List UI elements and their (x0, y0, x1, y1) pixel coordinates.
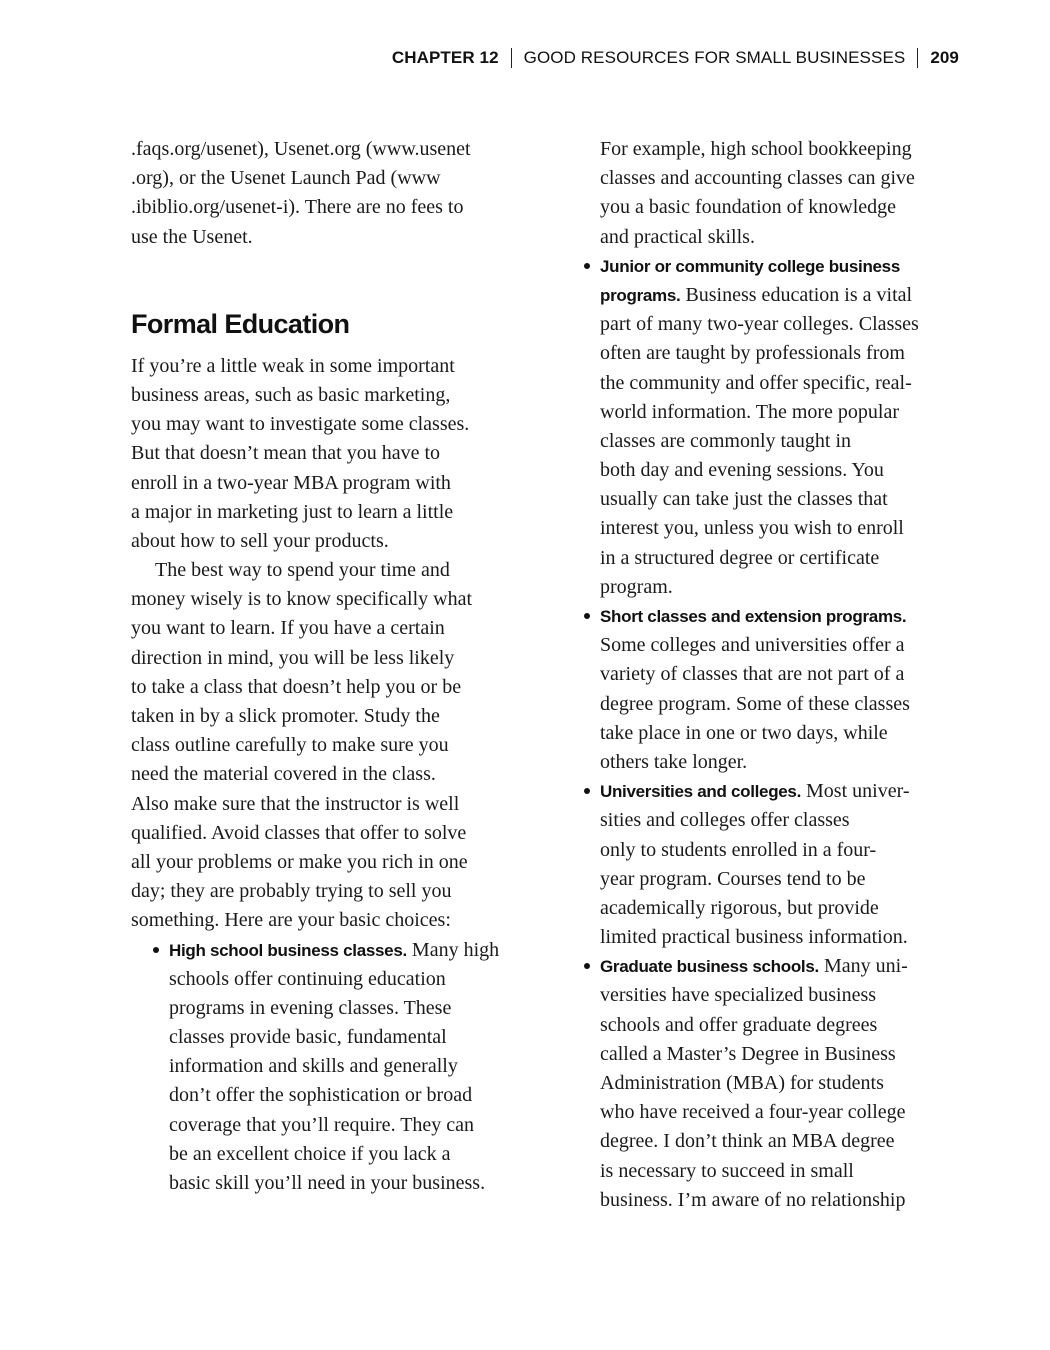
bullet-lead: Graduate business schools. (600, 957, 819, 977)
intro-paragraph (131, 135, 526, 252)
text-line: variety of classes that are not part of a (600, 663, 905, 686)
text-line (600, 281, 960, 310)
chapter-label: CHAPTER 12 (391, 48, 499, 67)
section-heading: Formal Education (131, 308, 350, 339)
text-line: who have received a four-year college (600, 1101, 906, 1124)
text-line: don’t offer the sophistication or broad (169, 1084, 473, 1107)
bullet-icon (584, 963, 590, 969)
text-line: basic skill you’ll need in your business. (169, 1172, 486, 1194)
bullet-icon (584, 263, 590, 269)
text-line: business areas, such as basic marketing, (131, 383, 451, 406)
text-line: money wisely is to know specifically what (131, 588, 473, 611)
text-line: information and skills and generally (169, 1055, 458, 1078)
text-line: to take a class that doesn’t help you or be (131, 675, 462, 698)
text-line: academically rigorous, but provide (600, 896, 879, 919)
text-line: you a basic foundation of knowledge (600, 196, 897, 219)
text-line: all your problems or make you rich in one (131, 850, 468, 873)
continuation-paragraph (600, 135, 960, 252)
text-line: year program. Courses tend to be (600, 867, 866, 890)
text-line: enroll in a two-year MBA program with (131, 471, 451, 494)
bullet-text: Many uni- (818, 955, 908, 978)
text-line: interest you, unless you wish to enroll (600, 517, 904, 540)
paragraph-2 (131, 556, 526, 935)
text-line (600, 777, 960, 806)
text-line: Some colleges and universities offer a (600, 634, 905, 657)
text-line: Also make sure that the instructor is well (131, 792, 460, 815)
text-line: program. (600, 575, 673, 598)
text-line: use the Usenet. (131, 225, 253, 248)
text-line (169, 936, 526, 965)
text-line: business. I’m aware of no relationship (600, 1188, 906, 1211)
text-line: qualified. Avoid classes that offer to solve (131, 821, 467, 844)
text-line: If you’re a little weak in some important (131, 354, 455, 377)
paragraph-1 (131, 352, 526, 556)
text-line: the community and offer specific, real- (600, 371, 912, 394)
text-line: classes are commonly taught in (600, 429, 852, 452)
text-line: be an excellent choice if you lack a (169, 1142, 451, 1165)
text-line: something. Here are your basic choices: (131, 909, 451, 932)
text-line: taken in by a slick promoter. Study the (131, 705, 440, 727)
text-line: coverage that you’ll require. They can (169, 1113, 475, 1136)
text-line: a major in marketing just to learn a little (131, 500, 454, 523)
text-line: need the material covered in the class. (131, 763, 436, 786)
text-line: versities have specialized business (600, 984, 877, 1007)
header-divider (917, 48, 918, 68)
text-line: called a Master’s Degree in Business (600, 1042, 896, 1065)
text-line: and practical skills. (600, 225, 755, 248)
text-line: For example, high school bookkeeping (600, 138, 912, 160)
bullet-lead: Short classes and extension programs. (600, 607, 907, 626)
bullet-high-school-classes (169, 936, 526, 1199)
text-line: But that doesn’t mean that you have to (131, 442, 441, 465)
text-line: part of many two-year colleges. Classes (600, 313, 919, 336)
text-line: day; they are probably trying to sell you (131, 880, 452, 903)
text-line: others take longer. (600, 750, 748, 773)
text-line: Administration (MBA) for students (600, 1072, 884, 1094)
text-line: .org), or the Usenet Launch Pad (www (131, 167, 441, 190)
left-column (131, 135, 526, 1198)
chapter-title: GOOD RESOURCES FOR SMALL BUSINESSES (523, 48, 906, 67)
text-line: limited practical business information. (600, 926, 908, 949)
text-line: only to students enrolled in a four- (600, 838, 877, 861)
text-line: classes and accounting classes can give (600, 167, 915, 190)
bullet-universities (600, 777, 960, 952)
text-line: about how to sell your products. (131, 529, 389, 552)
text-line: programs in evening classes. These (169, 996, 452, 1019)
text-line: The best way to spend your time and (155, 559, 450, 582)
bullet-lead: programs. (600, 285, 681, 305)
text-line: often are taught by professionals from (600, 342, 905, 365)
text-line: take place in one or two days, while (600, 721, 888, 744)
text-line: direction in mind, you will be less likely (131, 646, 455, 669)
text-line: you may want to investigate some classes. (131, 413, 470, 436)
bullet-lead: High school business classes. (169, 940, 407, 960)
bullet-lead: Junior or community college business (600, 256, 900, 276)
bullet-icon (153, 947, 159, 953)
text-line: world information. The more popular (600, 400, 900, 423)
text-line: degree program. Some of these classes (600, 692, 910, 715)
text-line: .faqs.org/usenet), Usenet.org (www.usenet (131, 138, 471, 160)
header-divider (511, 48, 512, 68)
bullet-graduate-schools (600, 952, 960, 1215)
text-line: .ibiblio.org/usenet-i). There are no fees to (131, 196, 464, 219)
right-column (600, 135, 960, 1215)
text-line: schools and offer graduate degrees (600, 1013, 878, 1036)
text-line: in a structured degree or certificate (600, 546, 880, 569)
bullet-icon (584, 788, 590, 794)
bullet-text: Most univer- (801, 780, 910, 803)
text-line: degree. I don’t think an MBA degree (600, 1130, 895, 1153)
text-line (600, 602, 960, 631)
text-line (600, 952, 960, 981)
text-line: usually can take just the classes that (600, 488, 888, 511)
bullet-icon (584, 613, 590, 619)
text-line: classes provide basic, fundamental (169, 1026, 447, 1049)
bullet-text: Many high (406, 938, 500, 961)
running-header (392, 44, 959, 72)
page-number: 209 (930, 48, 959, 67)
text-line: sities and colleges offer classes (600, 809, 850, 832)
bullet-short-classes (600, 602, 960, 777)
bullet-community-college (600, 252, 960, 602)
text-line: class outline carefully to make sure you (131, 734, 449, 757)
text-line (600, 252, 960, 281)
text-line: both day and evening sessions. You (600, 459, 884, 482)
text-line: is necessary to succeed in small (600, 1159, 854, 1182)
text-line: you want to learn. If you have a certain (131, 617, 445, 640)
text-line: schools offer continuing education (169, 967, 446, 990)
bullet-text: Business education is a vital (680, 283, 913, 306)
bullet-lead: Universities and colleges. (600, 782, 802, 802)
